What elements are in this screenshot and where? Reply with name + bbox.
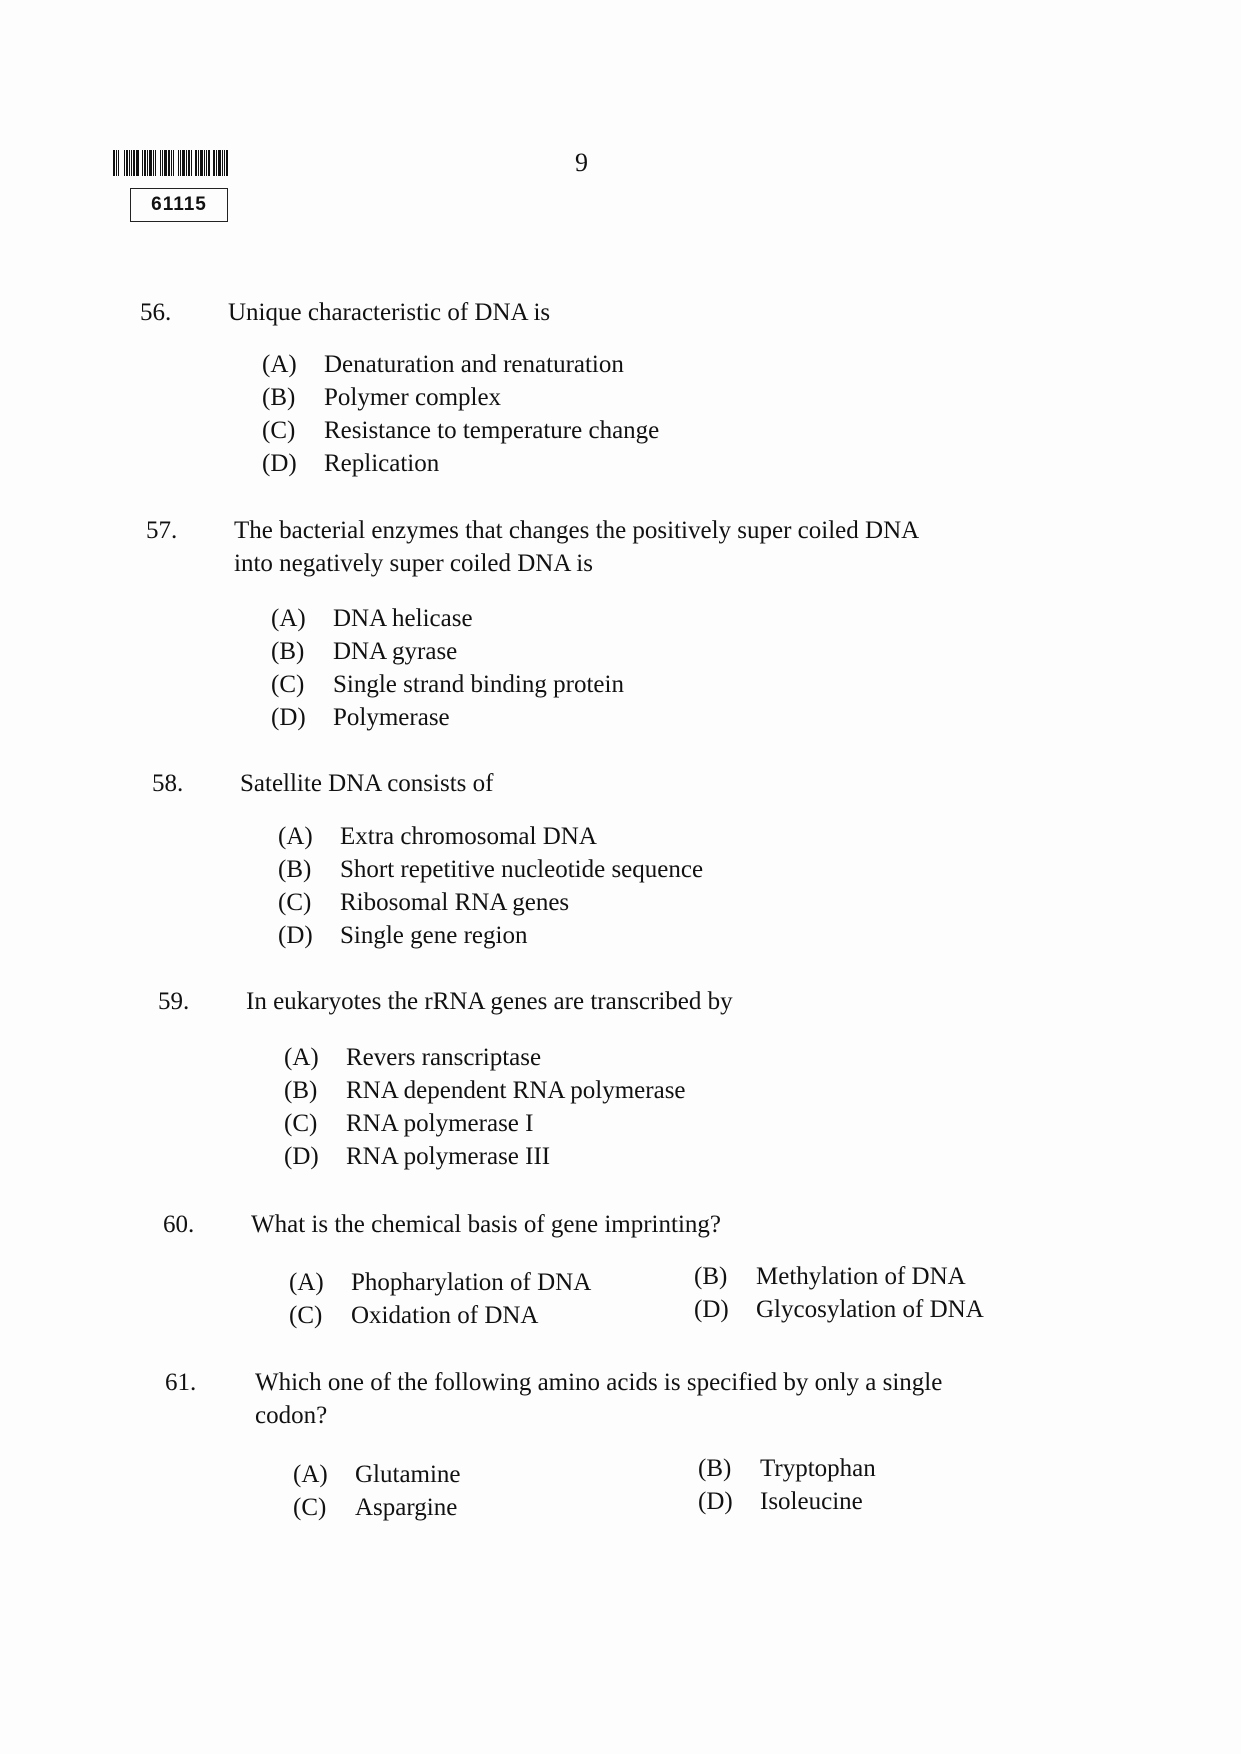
option-text: Methylation of DNA [756, 1263, 966, 1290]
option-text: Polymer complex [324, 384, 502, 411]
option-label: (C) [278, 889, 312, 916]
option-c [293, 1491, 457, 1524]
option-label: (A) [262, 351, 297, 378]
option-text: Short repetitive nucleotide sequence [340, 856, 704, 883]
option-text: Single strand binding protein [333, 671, 624, 698]
option-b [271, 635, 457, 668]
question-text: Unique characteristic of DNA is [228, 299, 551, 326]
option-text: Polymerase [333, 704, 450, 731]
option-text: RNA dependent RNA polymerase [346, 1077, 686, 1104]
option-text: Extra chromosomal DNA [340, 823, 597, 850]
option-label: (A) [278, 823, 313, 850]
option-b [698, 1452, 876, 1485]
option-text: DNA gyrase [333, 638, 458, 665]
question-text-line: into negatively super coiled DNA is [234, 550, 593, 577]
option-b [694, 1260, 966, 1293]
option-text: DNA helicase [333, 605, 473, 632]
option-d [262, 447, 439, 480]
question-number: 58. [152, 770, 184, 797]
page-number: 9 [575, 148, 588, 177]
option-label: (A) [284, 1044, 319, 1071]
option-c [262, 414, 659, 447]
option-a [262, 348, 624, 381]
option-d [698, 1485, 863, 1518]
option-c [278, 886, 569, 919]
option-text: Phopharylation of DNA [351, 1269, 592, 1296]
option-text: Glutamine [355, 1461, 461, 1488]
option-text: Tryptophan [760, 1455, 876, 1482]
question-text-line: Which one of the following amino acids is specified by only a single [255, 1369, 943, 1396]
option-c [271, 668, 624, 701]
question-text: In eukaryotes the rRNA genes are transcribed by [246, 988, 733, 1015]
question-text [255, 1366, 1135, 1432]
question-number: 57. [146, 517, 178, 544]
option-c [284, 1107, 533, 1140]
option-a [271, 602, 473, 635]
question-text [234, 514, 1114, 580]
option-label: (A) [293, 1461, 328, 1488]
option-a [289, 1266, 591, 1299]
option-b [278, 853, 703, 886]
question-number: 61. [165, 1369, 197, 1396]
option-label: (C) [262, 417, 296, 444]
option-d [278, 919, 527, 952]
option-text: Revers ranscriptase [346, 1044, 542, 1071]
paper-code-box [130, 188, 228, 222]
option-label: (D) [271, 704, 306, 731]
option-label: (C) [271, 671, 305, 698]
option-text: Oxidation of DNA [351, 1302, 539, 1329]
option-text: Glycosylation of DNA [756, 1296, 984, 1323]
question-text-line: codon? [255, 1402, 328, 1429]
option-c [289, 1299, 538, 1332]
question-number: 60. [163, 1211, 195, 1238]
option-b [262, 381, 501, 414]
option-text: Isoleucine [760, 1488, 863, 1515]
option-label: (B) [698, 1455, 732, 1482]
barcode-icon [113, 150, 288, 176]
question-text: Satellite DNA consists of [240, 770, 494, 797]
option-label: (D) [262, 450, 297, 477]
option-text: Ribosomal RNA genes [340, 889, 570, 916]
option-text: Aspargine [355, 1494, 458, 1521]
paper-code: 61115 [151, 194, 207, 215]
option-label: (C) [289, 1302, 323, 1329]
option-d [694, 1293, 984, 1326]
option-a [284, 1041, 541, 1074]
option-label: (C) [284, 1110, 318, 1137]
option-a [293, 1458, 461, 1491]
option-label: (D) [694, 1296, 729, 1323]
option-a [278, 820, 597, 853]
question-text: What is the chemical basis of gene imprinting? [251, 1211, 721, 1238]
option-b [284, 1074, 686, 1107]
option-text: Resistance to temperature change [324, 417, 660, 444]
option-d [284, 1140, 550, 1173]
question-number: 59. [158, 988, 190, 1015]
option-label: (B) [694, 1263, 728, 1290]
question-text-line: The bacterial enzymes that changes the positively super coiled DNA [234, 517, 920, 544]
option-text: RNA polymerase III [346, 1143, 551, 1170]
option-d [271, 701, 450, 734]
option-text: Single gene region [340, 922, 528, 949]
option-text: Denaturation and renaturation [324, 351, 624, 378]
option-label: (B) [262, 384, 296, 411]
option-label: (D) [278, 922, 313, 949]
option-label: (D) [284, 1143, 319, 1170]
option-label: (A) [271, 605, 306, 632]
option-text: RNA polymerase I [346, 1110, 534, 1137]
option-label: (A) [289, 1269, 324, 1296]
option-text: Replication [324, 450, 440, 477]
option-label: (B) [271, 638, 305, 665]
option-label: (D) [698, 1488, 733, 1515]
option-label: (B) [284, 1077, 318, 1104]
question-number: 56. [140, 299, 172, 326]
option-label: (C) [293, 1494, 327, 1521]
option-label: (B) [278, 856, 312, 883]
